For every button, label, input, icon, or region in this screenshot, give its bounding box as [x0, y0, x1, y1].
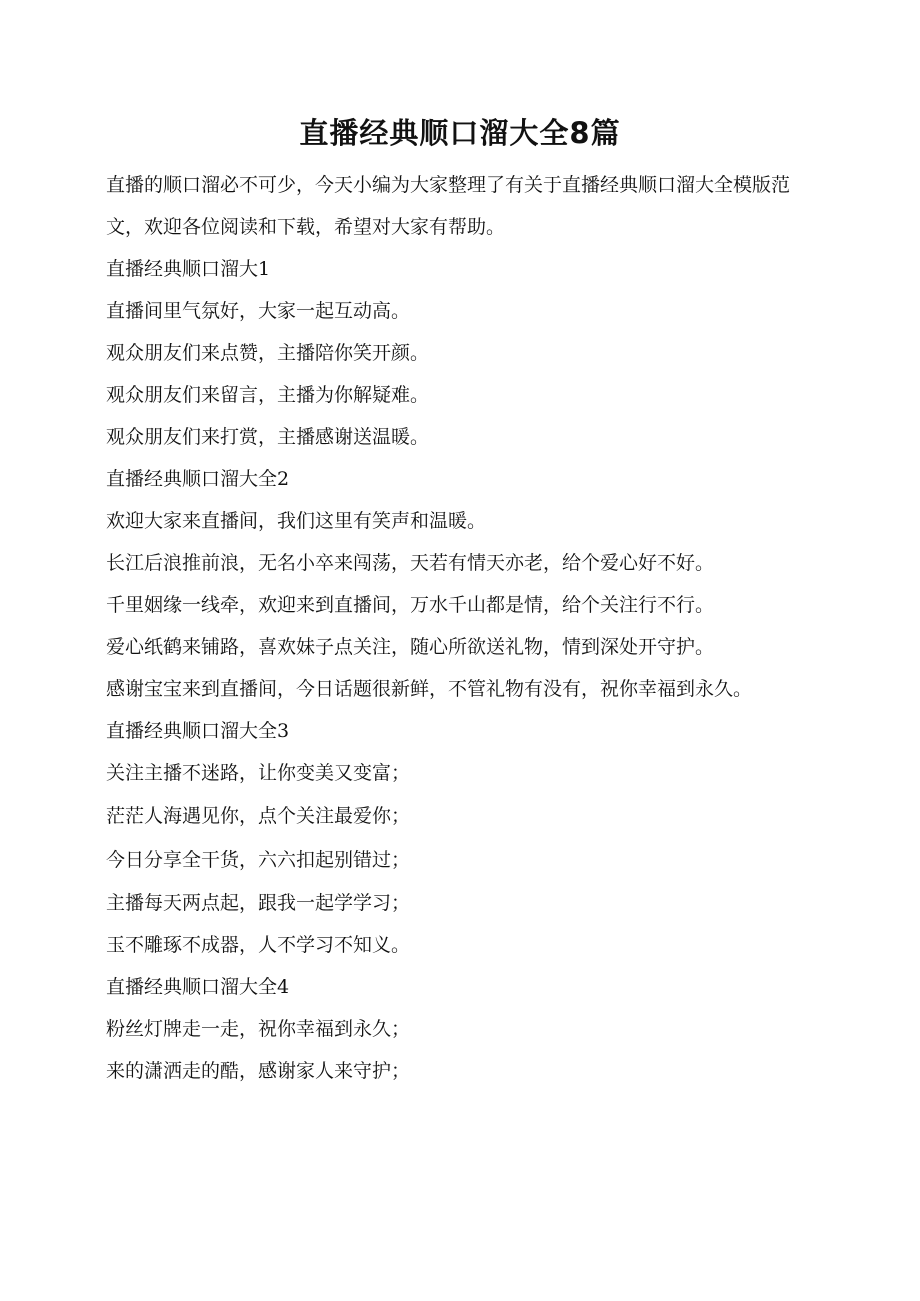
- section-heading: 直播经典顺口溜大全4: [106, 976, 290, 998]
- section-1: [106, 248, 806, 458]
- verse-line: 来的潇洒走的酷，感谢家人来守护；: [106, 1060, 411, 1082]
- verse-line: 欢迎大家来直播间，我们这里有笑声和温暖。: [106, 510, 487, 532]
- section-heading: 直播经典顺口溜大全2: [106, 468, 290, 490]
- verse-line: 关注主播不迷路，让你变美又变富；: [106, 762, 411, 784]
- document-title: 直播经典顺口溜大全8篇: [299, 116, 621, 150]
- verse-line: 爱心纸鹤来铺路，喜欢妹子点关注，随心所欲送礼物，情到深处开守护。: [106, 636, 715, 658]
- verse-line: 粉丝灯牌走一走，祝你幸福到永久；: [106, 1018, 411, 1040]
- section-3: [106, 710, 806, 966]
- verse-line: 千里姻缘一线牵，欢迎来到直播间，万水千山都是情，给个关注行不行。: [106, 594, 715, 616]
- intro-paragraph: 直播的顺口溜必不可少，今天小编为大家整理了有关于直播经典顺口溜大全模版范文，欢迎各位阅读和下载，希望对大家有帮助。: [106, 174, 791, 238]
- verse-line: 观众朋友们来点赞，主播陪你笑开颜。: [106, 342, 430, 364]
- verse-line: 长江后浪推前浪，无名小卒来闯荡，天若有情天亦老，给个爱心好不好。: [106, 552, 715, 574]
- verse-line: 茫茫人海遇见你，点个关注最爱你；: [106, 805, 411, 827]
- verse-line: 主播每天两点起，跟我一起学学习；: [106, 892, 411, 914]
- verse-line: 观众朋友们来打赏，主播感谢送温暖。: [106, 426, 430, 448]
- verse-line: 今日分享全干货，六六扣起别错过；: [106, 849, 411, 871]
- verse-line: 感谢宝宝来到直播间，今日话题很新鲜，不管礼物有没有，祝你幸福到永久。: [106, 678, 753, 700]
- document-body: [106, 164, 806, 1092]
- section-2: [106, 458, 806, 710]
- verse-line: 观众朋友们来留言，主播为你解疑难。: [106, 384, 430, 406]
- section-heading: 直播经典顺口溜大1: [106, 258, 271, 280]
- section-4: [106, 966, 806, 1092]
- verse-line: 直播间里气氛好，大家一起互动高。: [106, 300, 411, 322]
- section-heading: 直播经典顺口溜大全3: [106, 720, 290, 742]
- verse-line: 玉不雕琢不成器，人不学习不知义。: [106, 934, 411, 956]
